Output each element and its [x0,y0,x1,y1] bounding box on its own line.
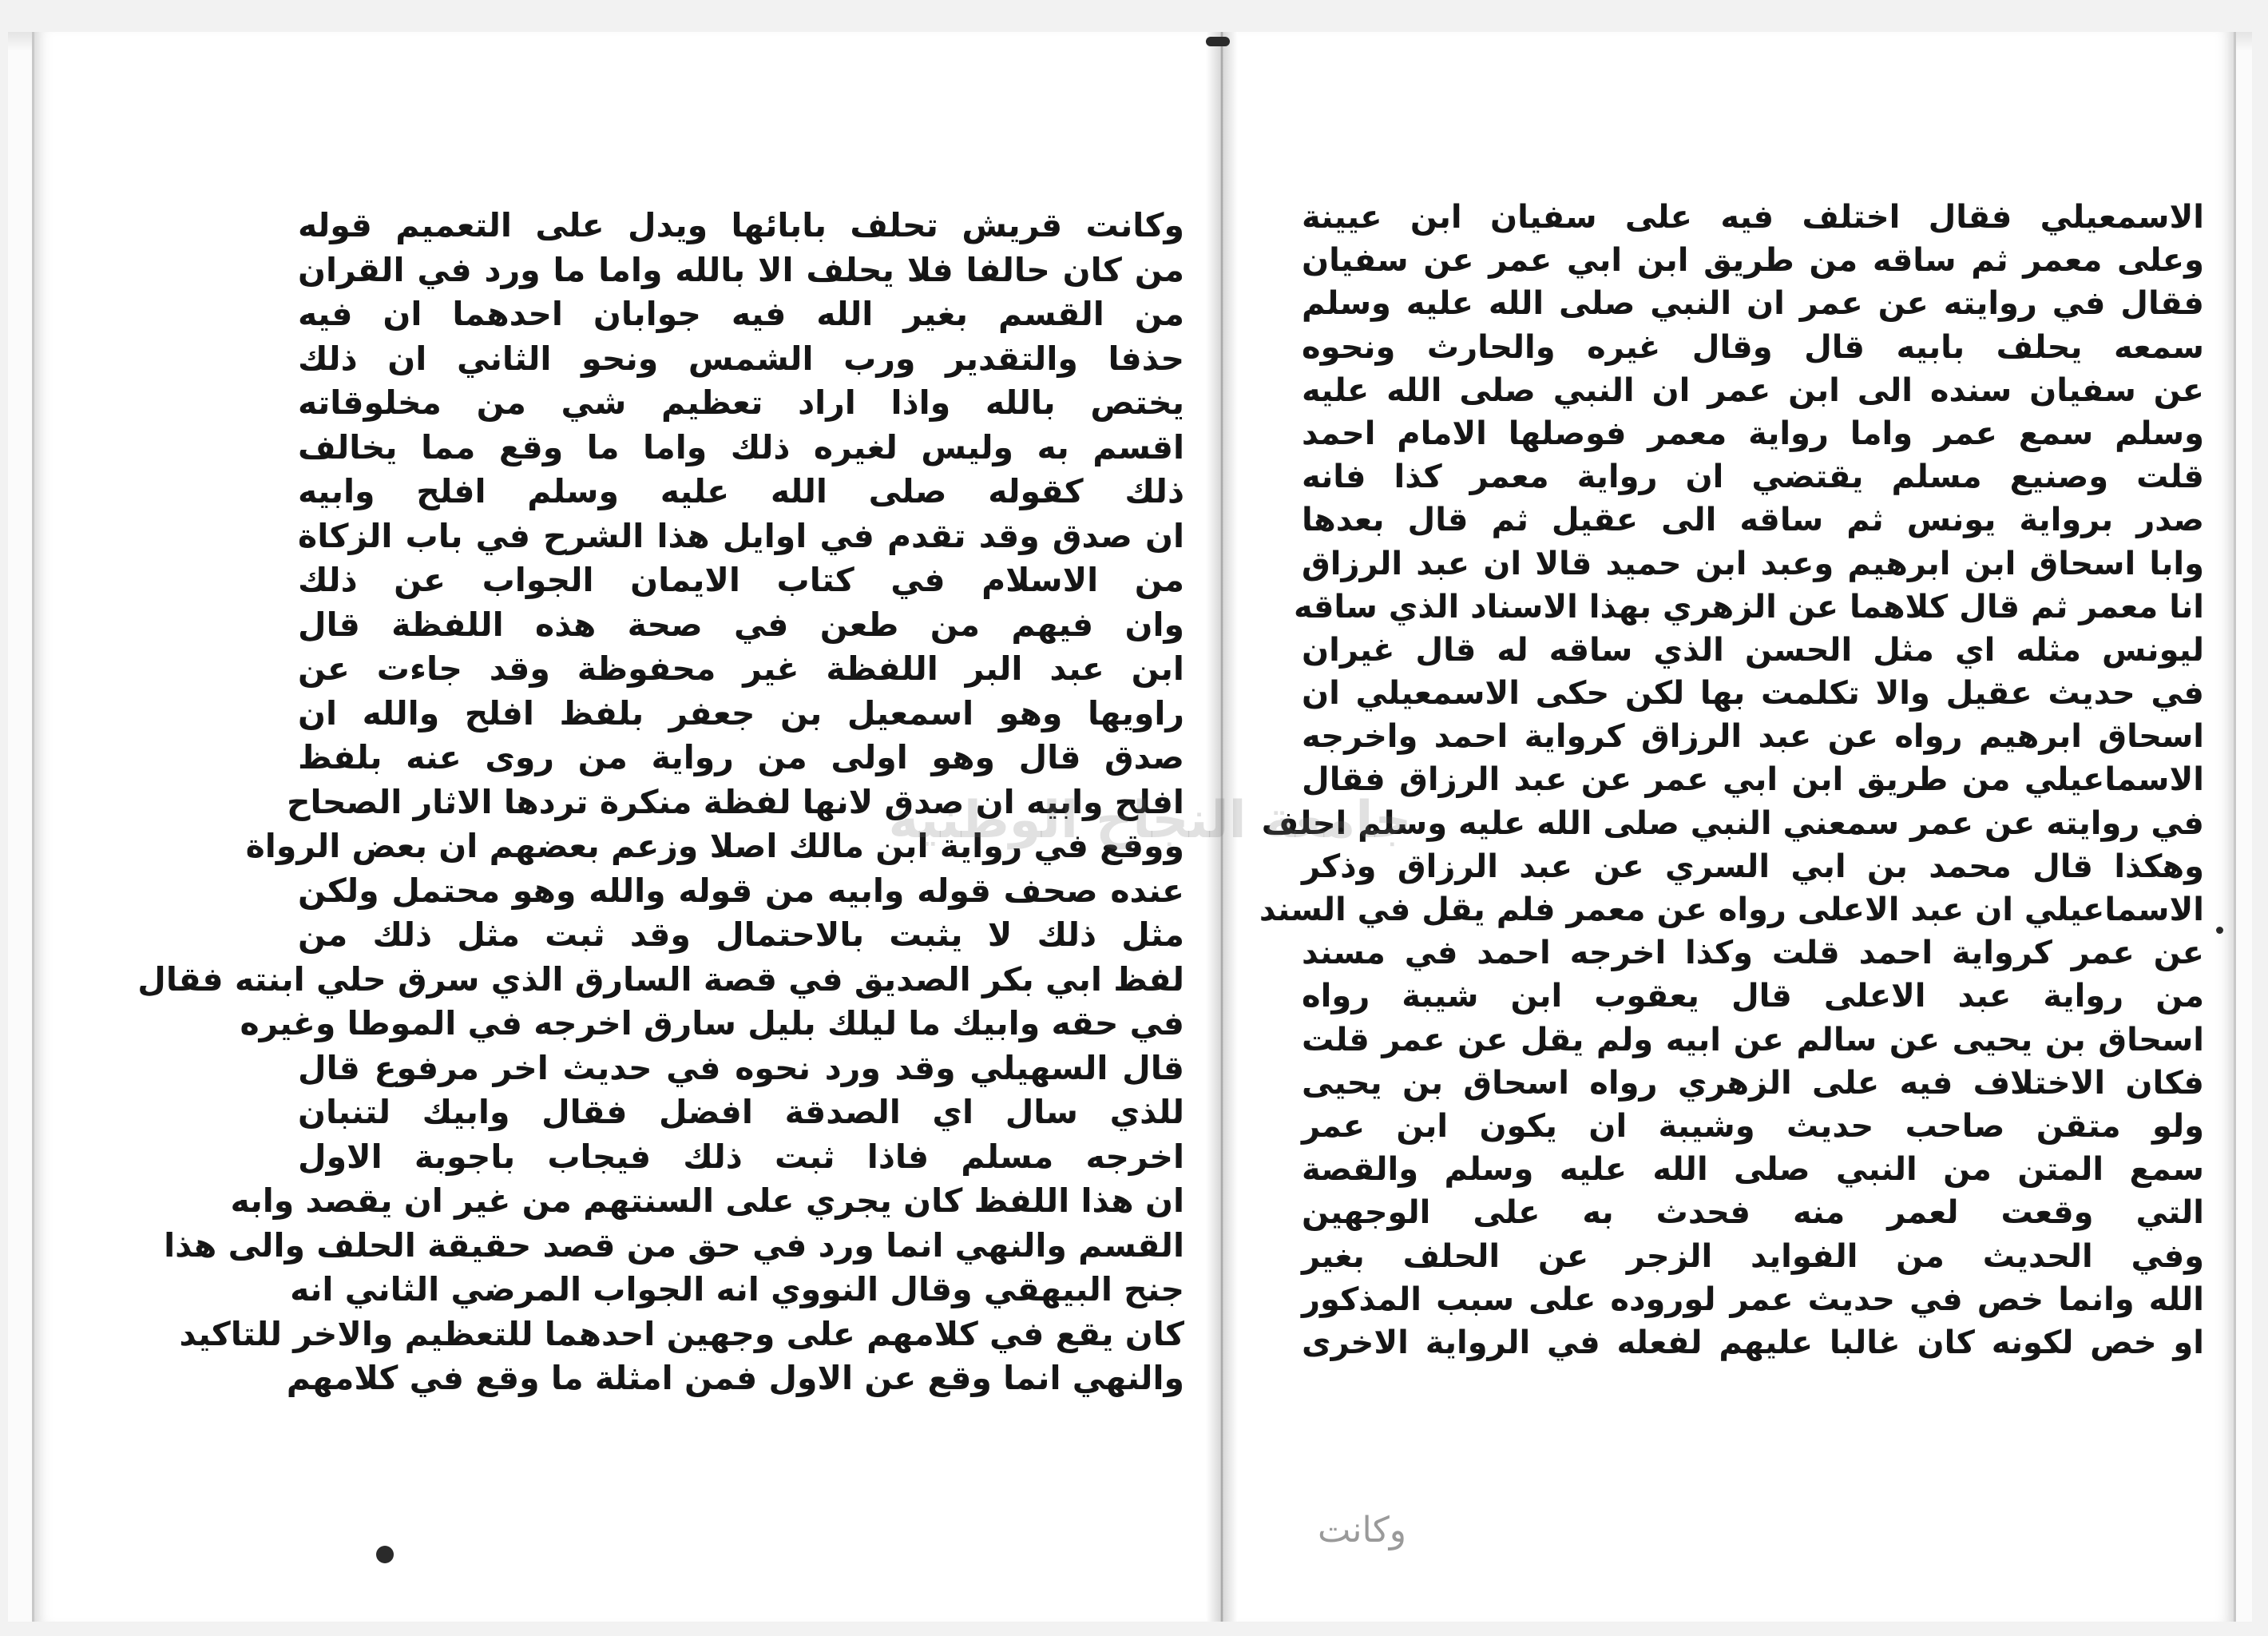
manuscript-line: الله وانما خص في حديث عمر لوروده على سبب المذكور [1302,1281,2204,1318]
manuscript-line: اقسم به وليس لغيره ذلك واما ما وقع مما يخالف [298,427,1184,467]
manuscript-line: وابا اسحاق ابن ابرهيم وعبد ابن حميد قالا ان عبد الرزاق [1302,545,2204,582]
manuscript-line: من كان حالفا فلا يحلف الا بالله واما ما ورد في القران [298,250,1184,289]
manuscript-line: اسحاق ابرهيم رواه عن عبد الرزاق كرواية احمد واخرجه [1302,718,2204,756]
manuscript-line: والنهي انما وقع عن الاول فمن امثلة ما وقع في كلامهم [286,1359,1184,1397]
manuscript-line: عن سفيان سنده الى ابن عمر ان النبي صلى الله عليه [1302,371,2204,409]
manuscript-line: يختص بالله واذا اراد تعظيم شي من مخلوقاته [298,383,1184,422]
manuscript-line: ان صدق وقد تقدم في اوايل هذا الشرح في باب الزكاة [298,516,1184,555]
manuscript-line: صدق قال وهو اولى من رواية من روى عنه بلفظ [298,738,1184,776]
manuscript-line: في روايته عن عمر سمعني النبي صلى الله عليه وسلم احلف [1261,804,2204,842]
manuscript-line: وان فيهم من طعن في صحة هذه اللفظة قال [298,605,1184,644]
manuscript-line: ان هذا اللفظ كان يجري على السنتهم من غير ان يقصد وابه [230,1181,1184,1220]
manuscript-line: في حديث عقيل والا تكلمت بها لكن حكى الاسمعيلي ان [1302,675,2204,713]
catchword: وكانت [1318,1510,1407,1551]
manuscript-line: قال السهيلي وقد ورد نحوه في حديث اخر مرفوع قال [298,1048,1184,1087]
manuscript-line: التي وقعت لعمر منه فحدث به على الوجهين [1302,1194,2204,1232]
manuscript-line: من القسم بغير الله فيه جوابان احدهما ان فيه [298,295,1184,333]
manuscript-line: راويها وهو اسمعيل بن جعفر بلفظ افلح والله ان [298,693,1184,733]
manuscript-line: وعلى معمر ثم ساقه من طريق ابن ابي عمر عن سفيان [1302,242,2204,280]
manuscript-line: ووقع في رواية ابن مالك اصلا وزعم بعضهم ان بعض الرواة [245,827,1184,865]
manuscript-line: عن عمر كرواية احمد قلت وكذا اخرجه احمد في مسند [1302,935,2204,972]
manuscript-line: الاسماعيلي ان عبد الاعلى رواه عن معمر فلم يقل في السند [1259,891,2204,928]
book-spread [8,32,2252,1622]
manuscript-line: وهكذا قال محمد بن ابي السري عن عبد الرزاق وذكر [1302,848,2204,885]
manuscript-line: وفي الحديث من الفوايد الزجر عن الحلف بغير [1302,1237,2204,1275]
manuscript-line: ابن عبد البر اللفظة غير محفوظة وقد جاءت عن [298,649,1184,688]
manuscript-line: عنده صحف قوله وابيه من قوله والله وهو محتمل ولكن [298,871,1184,910]
manuscript-line: اخرجه مسلم فاذا ثبت ذلك فيجاب باجوبة الاول [298,1137,1184,1176]
manuscript-line: صدر برواية يونس ثم ساقه الى عقيل ثم قال بعدها [1302,502,2204,539]
right-page-text [1259,196,2204,1364]
manuscript-line: لفظ ابي بكر الصديق في قصة السارق الذي سرق حلي ابنته فقال [137,959,1184,999]
manuscript-line: فقال في روايته عن عمر ان النبي صلى الله عليه وسلم [1302,285,2204,323]
manuscript-line: الاسماعيلي من طريق ابن ابي عمر عن عبد الرزاق فقال [1302,761,2204,799]
manuscript-line: او خص لكونه كان غالبا عليهم لفعله في الرواية الاخرى [1302,1324,2204,1361]
margin-dot [2216,927,2223,934]
manuscript-line: كان يقع في كلامهم على وجهين احدهما للتعظيم والاخر للتاكيد [179,1314,1184,1353]
library-watermark: جامعة النجاح الوطنية [888,791,1412,850]
manuscript-line: من رواية عبد الاعلى قال يعقوب ابن شيبة رواه [1302,978,2204,1015]
manuscript-line: ليونس مثله اي مثل الحسن الذي ساقه له قال غيران [1302,631,2204,669]
manuscript-line: اسحاق بن يحيى عن سالم عن ابيه ولم يقل عن عمر قلت [1302,1021,2204,1058]
binding-mark [1206,37,1230,46]
manuscript-line: انا معمر ثم قال كلاهما عن الزهري بهذا الاسناد الذي ساقه [1293,588,2204,625]
manuscript-line: وسلم سمع عمر واما رواية معمر فوصلها الامام احمد [1302,415,2204,452]
manuscript-line: ذلك كقوله صلى الله عليه وسلم افلح وابيه [298,472,1184,510]
manuscript-line: في حقه وابيك ما ليلك بليل سارق اخرجه في الموطا وغيره [240,1004,1184,1042]
manuscript-line: فكان الاختلاف فيه على الزهري رواه اسحاق بن يحيى [1302,1064,2204,1102]
manuscript-line: قلت وصنيع مسلم يقتضي ان رواية معمر كذا فانه [1302,459,2204,496]
manuscript-line: سمعه يحلف بابيه قال وقال غيره والحارث ونحوه [1302,328,2204,366]
ink-spot [376,1546,394,1563]
manuscript-line: ولو متقن صاحب حديث وشيبة ان يكون ابن عمر [1302,1107,2204,1145]
manuscript-line: حذفا والتقدير ورب الشمس ونحو الثاني ان ذلك [298,339,1184,378]
manuscript-line: جنح البيهقي وقال النووي انه الجواب المرضي الثاني انه [290,1270,1184,1308]
manuscript-line: مثل ذلك لا يثبت بالاحتمال وقد ثبت مثل ذلك من [298,915,1184,954]
manuscript-line: وكانت قريش تحلف بابائها ويدل على التعميم قوله [298,206,1184,244]
manuscript-line: القسم والنهي انما ورد في حق من قصد حقيقة الحلف والى هذا [164,1225,1184,1265]
manuscript-line: افلح وابيه ان صدق لانها لفظة منكرة تردها الاثار الصحاح [286,782,1184,821]
manuscript-line: الاسمعيلي فقال اختلف فيه على سفيان ابن عيينة [1302,199,2204,236]
manuscript-line: سمع المتن من النبي صلى الله عليه وسلم والقصة [1302,1151,2204,1189]
manuscript-line: للذي سال اي الصدقة افضل فقال وابيك لتنبان [298,1093,1184,1131]
manuscript-line: من الاسلام في كتاب الايمان الجواب عن ذلك [298,561,1184,599]
